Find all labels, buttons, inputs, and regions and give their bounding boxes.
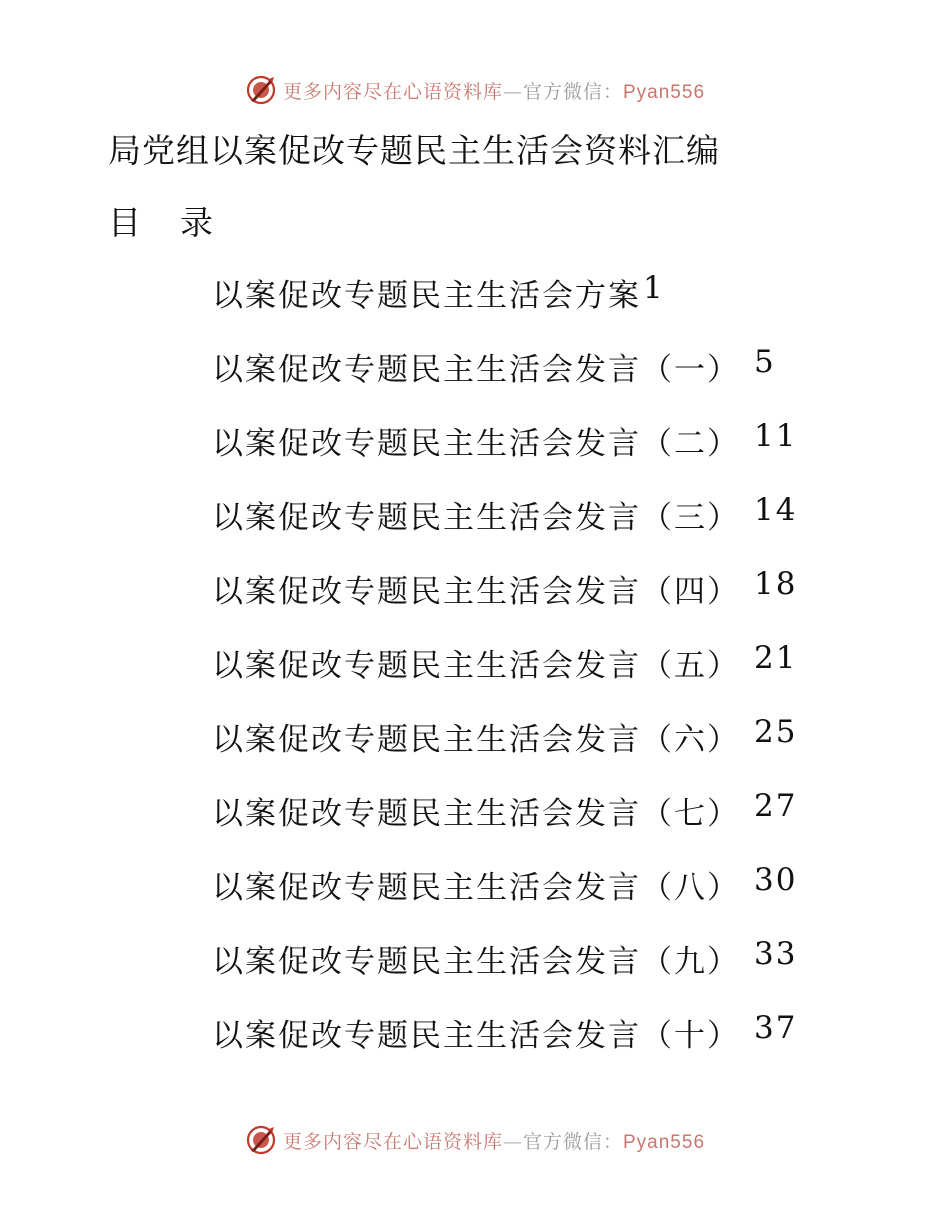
toc-item-page: 1 [643,270,665,306]
toc-item-page: 33 [754,936,798,972]
toc-heading-right: 录 [180,203,214,242]
toc-item-page: 30 [754,862,798,898]
toc-item-page: 14 [754,492,798,528]
toc-item[interactable] [212,566,797,640]
banner-official-label: 官方微信： [522,80,623,103]
toc-item[interactable] [212,862,797,936]
banner-wechat-id: Pyan556 [623,1131,706,1153]
toc-item-page: 21 [754,640,798,676]
toc-item-label: 以案促改专题民主生活会发言（五） [212,648,740,684]
toc-item-label: 以案促改专题民主生活会发言（三） [212,500,740,536]
banner-wechat-id: Pyan556 [623,81,706,103]
banner-main-text: 更多内容尽在心语资料库 [282,80,503,103]
banner-separator: — [502,1130,523,1153]
toc-list [212,270,797,1084]
toc-item-page: 25 [754,714,798,750]
footer-banner [0,1120,950,1160]
banner-main-text: 更多内容尽在心语资料库 [282,1130,503,1153]
toc-item[interactable] [212,270,797,344]
banner-official-label: 官方微信： [522,1130,623,1153]
toc-item-label: 以案促改专题民主生活会方案 [212,278,641,314]
toc-item[interactable] [212,640,797,714]
toc-item-page: 18 [754,566,798,602]
toc-item-page: 11 [754,418,798,454]
toc-heading [108,197,214,244]
toc-item-page: 27 [754,788,798,824]
quill-pen-logo-icon [245,74,277,106]
toc-item-label: 以案促改专题民主生活会发言（七） [212,796,740,832]
toc-item-label: 以案促改专题民主生活会发言（八） [212,870,740,906]
banner-separator: — [502,80,523,103]
toc-item-label: 以案促改专题民主生活会发言（二） [212,426,740,462]
quill-pen-logo-icon [245,1124,277,1156]
toc-item[interactable] [212,788,797,862]
toc-item-label: 以案促改专题民主生活会发言（十） [212,1018,740,1054]
toc-item[interactable] [212,714,797,788]
toc-item-label: 以案促改专题民主生活会发言（一） [212,352,740,388]
toc-item-page: 37 [754,1010,798,1046]
banner-text [283,77,705,104]
toc-item-label: 以案促改专题民主生活会发言（四） [212,574,740,610]
toc-heading-left: 目 [108,203,142,242]
banner-text [283,1127,705,1154]
toc-item[interactable] [212,1010,797,1084]
toc-item[interactable] [212,344,797,418]
toc-item-page: 5 [754,344,776,380]
toc-item[interactable] [212,936,797,1010]
document-title: 局党组以案促改专题民主生活会资料汇编 [108,131,720,170]
toc-item-label: 以案促改专题民主生活会发言（九） [212,944,740,980]
header-banner [0,70,950,110]
toc-item[interactable] [212,418,797,492]
toc-item-label: 以案促改专题民主生活会发言（六） [212,722,740,758]
toc-item[interactable] [212,492,797,566]
